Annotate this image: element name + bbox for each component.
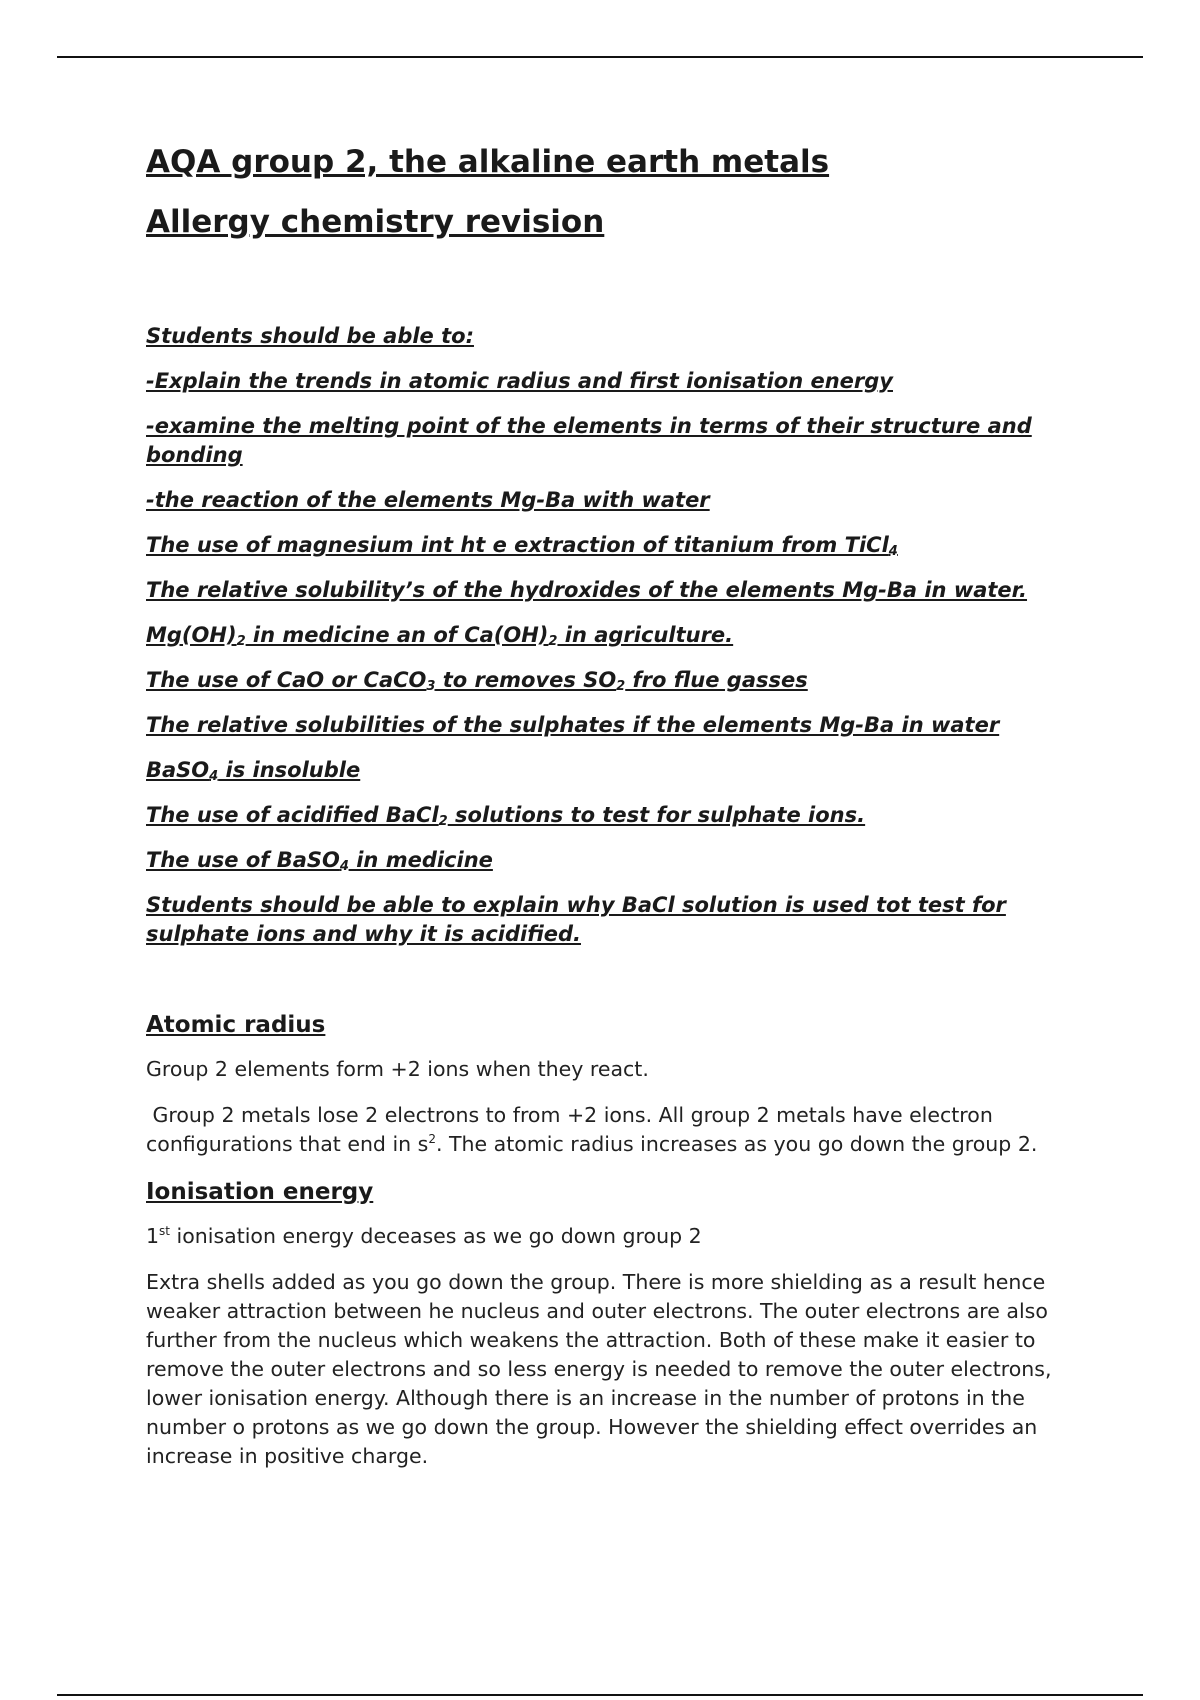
paragraph: 1st ionisation energy deceases as we go down group 2 bbox=[146, 1224, 702, 1248]
document-subtitle: Allergy chemistry revision bbox=[146, 204, 605, 240]
learning-objectives bbox=[146, 322, 1066, 949]
section-heading-ionisation-energy: Ionisation energy bbox=[146, 1179, 374, 1205]
objective-item: Students should be able to explain why BaCl solution is used tot test for sulphate ions and why it is acidified. bbox=[146, 893, 1006, 946]
objectives-intro: Students should be able to: bbox=[146, 324, 474, 348]
objective-item: The use of CaO or CaCO$_3$ to removes $SO_2$ fro flue gasses bbox=[146, 668, 808, 694]
objective-item: -Explain the trends in atomic radius and first ionisation energy bbox=[146, 369, 893, 393]
objective-item: The relative solubility’s of the hydroxides of the elements Mg-Ba in water. bbox=[146, 578, 1028, 602]
objective-item: -the reaction of the elements Mg-Ba with water bbox=[146, 488, 710, 512]
objective-item: BaSO$_4$ is insoluble bbox=[146, 758, 361, 784]
objective-item: -examine the melting point of the elements in terms of their structure and bonding bbox=[146, 414, 1032, 467]
document-title: AQA group 2, the alkaline earth metals bbox=[146, 144, 830, 180]
section-heading-atomic-radius: Atomic radius bbox=[146, 1012, 326, 1038]
paragraph: Group 2 metals lose 2 electrons to from +2 ions. All group 2 metals have electron configurations that end in $s^2$. The atomic radius increases as you go down the group 2. bbox=[146, 1103, 1038, 1156]
footer-rule bbox=[57, 1694, 1143, 1696]
document-body bbox=[146, 140, 1066, 1488]
objective-item: The use of acidified BaCl$_2$ solutions to test for sulphate ions. bbox=[146, 803, 866, 829]
header-rule bbox=[57, 56, 1143, 58]
objective-item: The use of magnesium int ht e extraction of titanium from TiCl$_4$ bbox=[146, 533, 898, 559]
paragraph: Extra shells added as you go down the group. There is more shielding as a result hence weaker attraction between he nucleus and outer electrons. The outer electrons are also further from the nucleus which weakens the attraction. Both of these make it easier to remove the outer electrons and so less energy is needed to remove the outer electrons, lower ionisation energy. Although there is an increase in the number of protons in the number o protons as we go down the group. However the shielding effect overrides an increase in positive charge. bbox=[146, 1270, 1052, 1468]
paragraph: Group 2 elements form +2 ions when they react. bbox=[146, 1057, 649, 1081]
objective-item: $Mg(OH)_2$ in medicine an of $Ca(OH)_2$ in agriculture. bbox=[146, 623, 734, 649]
objective-item: The use of BaSO$_4$ in medicine bbox=[146, 848, 493, 874]
objective-item: The relative solubilities of the sulphates if the elements Mg-Ba in water bbox=[146, 713, 1000, 737]
